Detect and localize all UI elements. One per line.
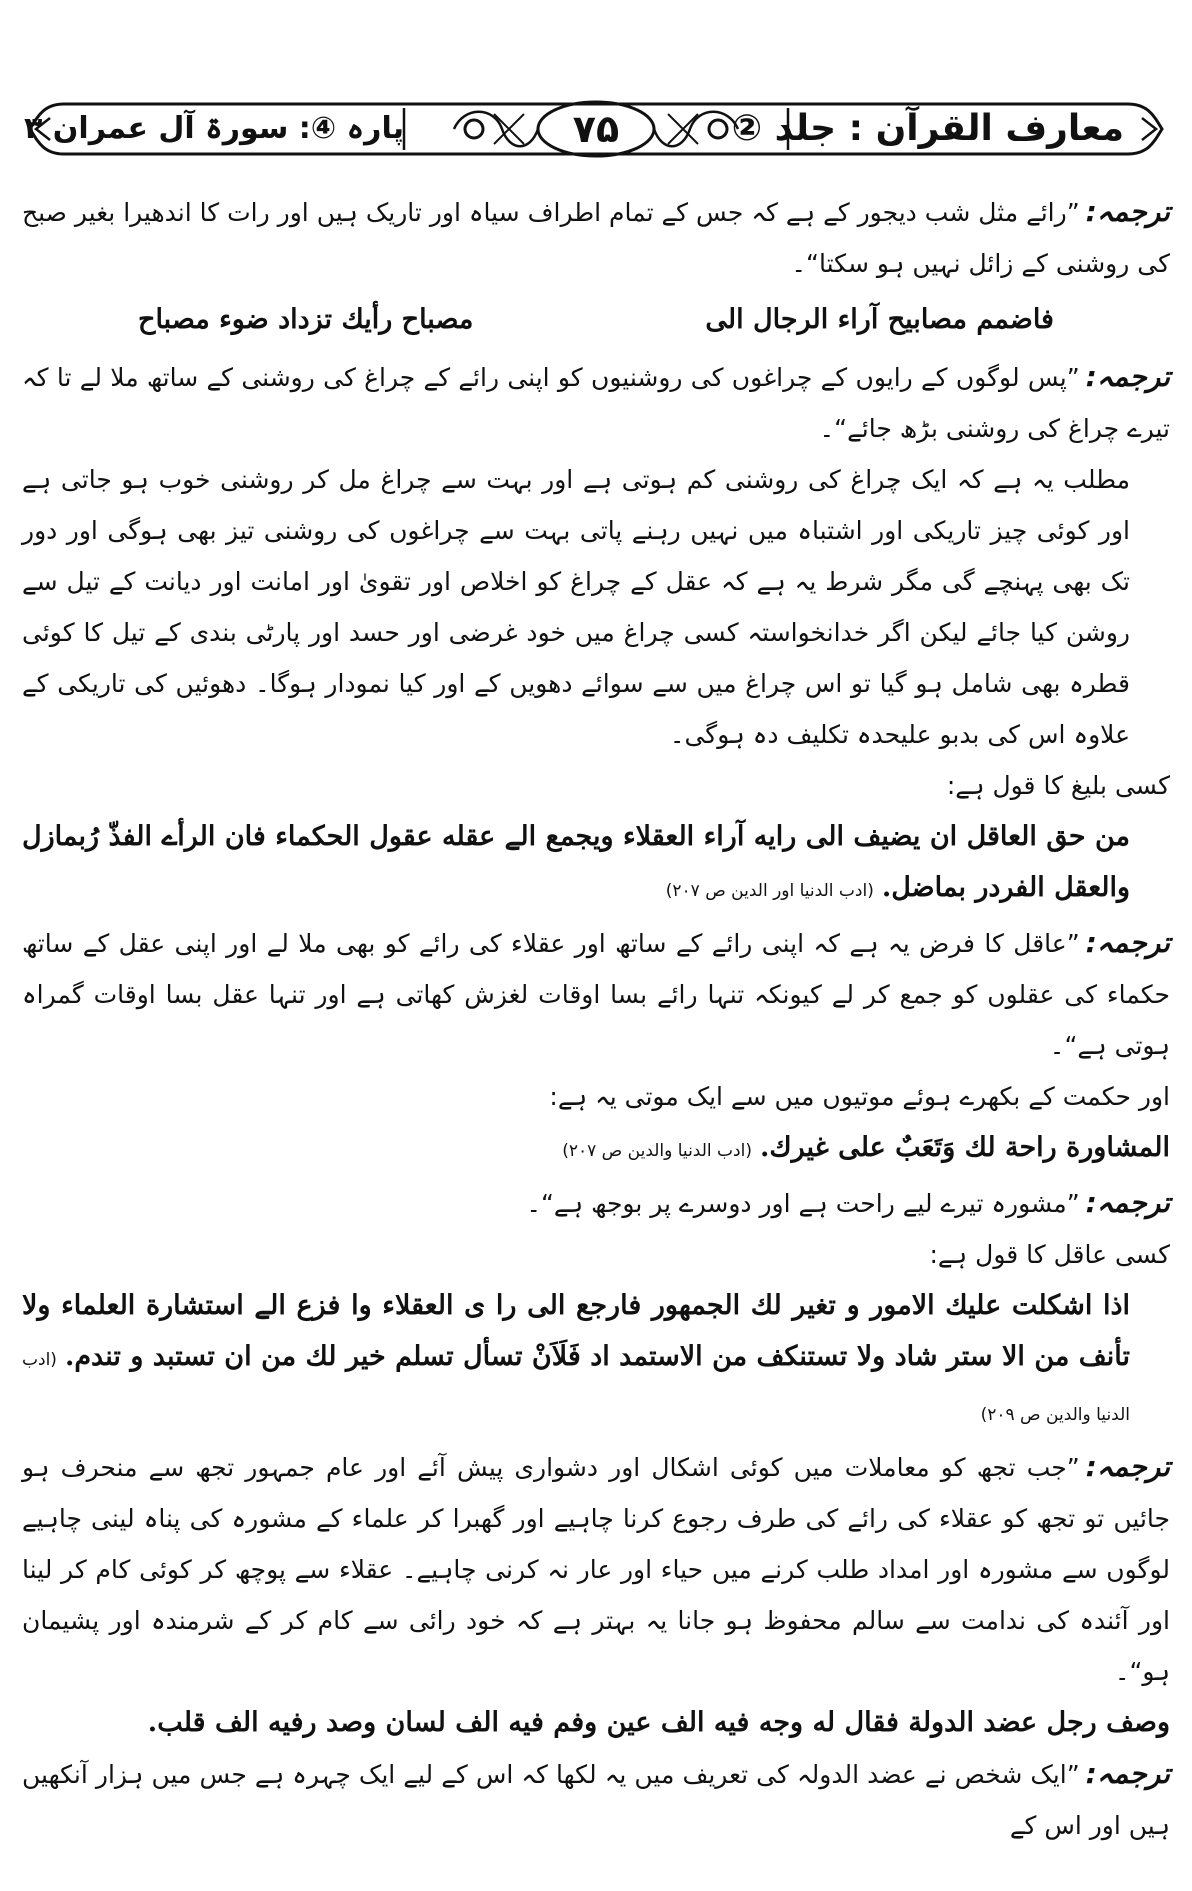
arabic-verse <box>22 293 1170 347</box>
translation-paragraph <box>22 1441 1170 1697</box>
body-paragraph: مطلب یہ ہے کہ ایک چراغ کی روشنی کم ہوتی ہے اور بہت سے چراغ مل کر روشنی خوب ہو جاتی ہے اور کوئی چیز تاریکی اور اشتباہ میں نہیں رہنے پاتی بہت سے چراغوں کی روشنی تیز بھی ہوگی اور دور تک بھی پہنچے گی مگر شرط یہ ہے کہ عقل کے چراغ کو اخلاص اور تقویٰ اور امانت اور دیانت کے تیل سے روشن کیا جائے لیکن اگر خدانخواستہ کسی چراغ میں خود غرضی اور حسد اور پارٹی بندی کے تیل کا کوئی قطرہ بھی شامل ہو گیا تو اس چراغ میں سے سوائے دھویں کے اور کیا نمودار ہوگا۔ دھوئیں کی تاریکی کے علاوہ اس کی بدبو علیحدہ تکلیف دہ ہوگی۔ <box>22 465 1130 749</box>
translation-text: ”مشورہ تیرے لیے راحت ہے اور دوسرے پر بوجھ ہے“۔ <box>526 1189 1080 1218</box>
translation-label: ترجمہ: <box>1085 195 1170 228</box>
translation-text: ”ایک شخص نے عضد الدولہ کی تعریف میں یہ لکھا کہ اس کے لیے ایک چہرہ ہے جس میں ہزار آنکھیں ہیں اور اس کے <box>22 1760 1170 1840</box>
translation-label: ترجمہ: <box>1085 360 1170 393</box>
translation-paragraph <box>22 1748 1170 1851</box>
citation: (ادب الدنیا والدین ص ۲۰۷) <box>562 1141 752 1161</box>
translation-label: ترجمہ: <box>1085 1186 1170 1219</box>
translation-paragraph <box>22 351 1170 454</box>
citation: (ادب الدنیا والدین ص ۲۰۹) <box>22 1350 1130 1425</box>
translation-text: ”جب تجھ کو معاملات میں کوئی اشکال اور دشواری پیش آئے اور عام جمہور تجھ سے منحرف ہو جائیں تو تجھ کو عقلاء کی رائے کی طرف رجوع کرنا چاہیے اور گھبرا کر علماء کے مشورہ کی پناہ لینی چاہیے لوگوں سے مشورہ اور امداد طلب کرنے میں حیاء اور عار نہ کرنی چاہیے۔ عقلاء سے پوچھ کر کوئی کام کر لینا اور آئندہ کی ندامت سے سالم محفوظ ہو جانا یہ بہتر ہے کہ خود رائی سے کام کر کے شرمندہ اور پشیمان ہو“۔ <box>22 1453 1170 1686</box>
body-paragraph: اور حکمت کے بکھرے ہوئے موتیوں میں سے ایک موتی یہ ہے: <box>549 1082 1170 1111</box>
translation-label: ترجمہ: <box>1085 926 1170 959</box>
body-paragraph: کسی بلیغ کا قول ہے: <box>946 771 1170 800</box>
translation-paragraph <box>22 186 1170 289</box>
verse-hemistich-second: مصباح رأیك تزداد ضوء مصباح <box>138 304 474 335</box>
translation-text: ”پس لوگوں کے رایوں کے چراغوں کی روشنیوں کو اپنی رائے کے چراغ کی روشنی کے ساتھ ملا لے تا کہ تیرے چراغ کی روشنی بڑھ جائے“۔ <box>22 363 1170 443</box>
page-body <box>22 186 1170 1851</box>
translation-paragraph <box>22 1177 1170 1229</box>
arabic-quote <box>22 1280 1170 1441</box>
arabic-quote <box>22 811 1170 917</box>
translation-text: ”عاقل کا فرض یہ ہے کہ اپنی رائے کے ساتھ اور عقلاء کی رائے کو بھی ملا لے اور اپنی عقل کے ساتھ حکماء کی عقلوں کو جمع کر لے کیونکہ تنہا رائے بسا اوقات لغزش کھاتی ہے اور تنہا عقل بسا اوقات گمراہ ہوتی ہے“۔ <box>22 929 1170 1060</box>
citation: (ادب الدنیا اور الدین ص ۲۰۷) <box>665 881 874 901</box>
translation-paragraph <box>22 917 1170 1071</box>
arabic-quote-text: من حق العاقل ان یضیف الی رایه آراء العقلاء ویجمع الے عقله عقول الحکماء فان الرأے الفذّ رُبمازل والعقل الفردر بماضل. <box>22 821 1130 903</box>
section-label: پارہ ④: سورۃ آل عمران ۳ <box>24 111 404 146</box>
translation-label: ترجمہ: <box>1085 1450 1170 1483</box>
verse-hemistich-first: فاضمم مصابیح آراء الرجال الی <box>705 304 1054 335</box>
arabic-quote <box>22 1122 1170 1177</box>
page-number: ۷۵ <box>572 107 620 151</box>
translation-label: ترجمہ: <box>1085 1757 1170 1790</box>
running-header <box>24 98 1168 160</box>
arabic-quote-text: المشاورة راحة لك وَتَعَبٌ علی غیرك. <box>759 1132 1170 1163</box>
translation-text: ”رائے مثل شب دیجور کے ہے کہ جس کے تمام اطراف سیاہ اور تاریک ہیں اور رات کا اندھیرا بغیر صبح کی روشنی کے زائل نہیں ہو سکتا“۔ <box>22 198 1170 278</box>
arabic-quote: وصف رجل عضد الدولة فقال له وجه فیه الف عین وفم فیه الف لسان وصد رفیه الف قلب. <box>147 1707 1170 1738</box>
arabic-quote-text: اذا اشکلت علیك الامور و تغیر لك الجمهور فارجع الی را ی العقلاء وا فزع الے استشارة العلماء ولا تأنف من الا ستر شاد ولا تستنکف من الاستمد اد فَلَاَنْ تسأل تسلم خیر لك من ان تستبد و تندم. <box>22 1290 1130 1372</box>
body-paragraph: کسی عاقل کا قول ہے: <box>929 1240 1170 1269</box>
book-title: معارف القرآن : جلد ② <box>731 108 1124 149</box>
